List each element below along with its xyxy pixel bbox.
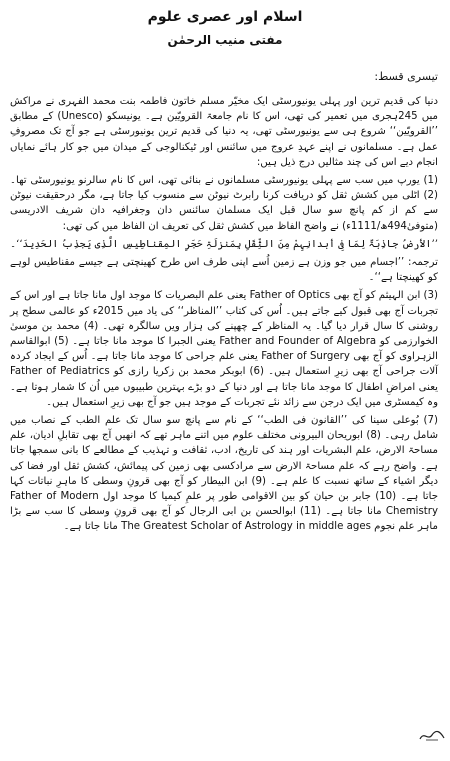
section-heading: تیسری قسط:: [374, 70, 438, 83]
article-author: مفتی منیب الرحمٰن: [167, 33, 283, 47]
quote-translation: ترجمہ: ’’اجسام میں جو وزن ہے زمین اُسے اپنی طرف اس طرح کھینچتی ہے جیسے مقناطیس لوہے کو کھینچتا ہے‘‘۔: [10, 257, 438, 284]
paragraph: (3) ابن الہیثم کو آج بھی Father of Optics یعنی علم البصریات کا موجد اول مانا جاتا ہے اور اس کے تجربات آج بھی قبول کیے جاتے ہیں۔ اُس کی کتاب ’’المناظر‘‘ کی یاد میں 2015ء کو عالمی سطح پر روشنی کا سال قرار دیا گیا۔ یہ المناظر کے چھپنے کی ہزار ویں سالگرہ تھی۔ (4) محمد بن موسیٰ الخوارزمی کو Father and Founder of Algebra یعنی الجبرا کا موجد مانا جاتا ہے۔ (5) ابوالقاسم الزہراوی کو آج بھی Father of Surgery یعنی علم جراحی کا موجد مانا جاتا ہے۔ اُس کے ایجاد کردہ آلات جراحی آج بھی زیرِ استعمال ہیں۔ (6) ابوبکر محمد بن زکریا رازی کو Father of Pediatrics یعنی امراضِ اطفال کا موجد مانا جاتا ہے اور دنیا کے دو بڑے بہترین طبیبوں میں اُن کا شمار ہوتا ہے۔ وہ کیمسٹری میں ایک درجن سے زائد نئے تجربات کے موجد ہیں جو آج بھی زیرِ استعمال ہیں۔: [10, 290, 439, 408]
arabic-quote: ’’الأرضُ جاذِبَۃٌ لِمَا فِی أبدانِہِمْ مِنَ الثِّقَلِ بِمَنزلَۃِ حَجَرِ المِقناطِیسِ الَّذِی یَجذِبُ الحَدِیدَ‘‘۔: [10, 238, 438, 250]
paragraph: (1) یورپ میں سب سے پہلی یونیورسٹی مسلمانوں نے بنائی تھی، اس کا نام سالرنو یونیورسٹی تھا۔ (2) اٹلی میں کشش ثقل کو دریافت کرنا رابرٹ نیوٹن سے منسوب کیا جاتا ہے، مگر درحقیقت نیوٹن سے کم از کم پانچ سو سال قبل ایک مسلمان سائنس دان وجغرافیہ دان شریف الادریسی (متوفیٰ494ھ/1111ء) نے واضح الفاظ میں کشش ثقل کی تعریف ان الفاظ میں کی تھی:: [10, 175, 438, 232]
article-body: [10, 94, 438, 755]
article-title: اسلام اور عصری علوم: [147, 9, 303, 25]
signature-mark: [418, 729, 446, 743]
paragraph: دنیا کی قدیم ترین اور پہلی یونیورسٹی ایک مخیّر مسلم خاتون فاطمہ بنت محمد الفہری نے مراکش میں 245ہجری میں تعمیر کی تھی، اس کا نام جامعۃ القرویّین ہے۔ یونیسکو (Unesco) کے مطابق ’’القرویّین‘‘ شروع ہی سے یونیورسٹی تھی، یہ دنیا کی قدیم ترین یونیورسٹی ہے جو آج تک مصروفِ عمل ہے۔ مسلمانوں نے اپنے عہدِ عروج میں سائنس اور ٹیکنالوجی کے میدان میں جو کار ہائے نمایاں انجام دیے اس کی چند مثالیں درج ذیل ہیں:: [10, 96, 438, 168]
paragraph: (7) بُوعلی سینا کی ’’القانون فی الطب‘‘ کے نام سے پانچ سو سال تک علم الطب کے نصاب میں شامل رہی۔ (8) ابوریحان البیرونی مختلف علوم میں اتنے ماہر تھے کہ انھیں آج بھی تقابلِ ادیان، علم مساحۃ الارض، علم البشریات اور ہند کی تاریخ، ادب، ثقافت و تہذیب کے مطالعے کا بانی سمجھا جاتا ہے۔ واضح رہے کہ علم مساحۃ الارض سے مرادکسی بھی زمین کی پیمائش، کشش ثقل اور فضا کی دیگر اشیاء کے ساتھ نسبت کا علم ہے۔ (9) ابن البیطار کو آج بھی قرونِ وسطی کا ماہرِ نباتات کہا جاتا ہے۔ (10) جابر بن حیان کو بین الاقوامی طور پر علمِ کیمیا کا موجد اول Father of Modern Chemistry مانا جاتا ہے۔ (11) ابوالحسن بن ابی الرجال کو آج بھی قرونِ وسطی کا سب سے بڑا ماہر علم نجوم The Greatest Scholar of Astrology in middle ages مانا جاتا ہے۔: [10, 415, 438, 533]
